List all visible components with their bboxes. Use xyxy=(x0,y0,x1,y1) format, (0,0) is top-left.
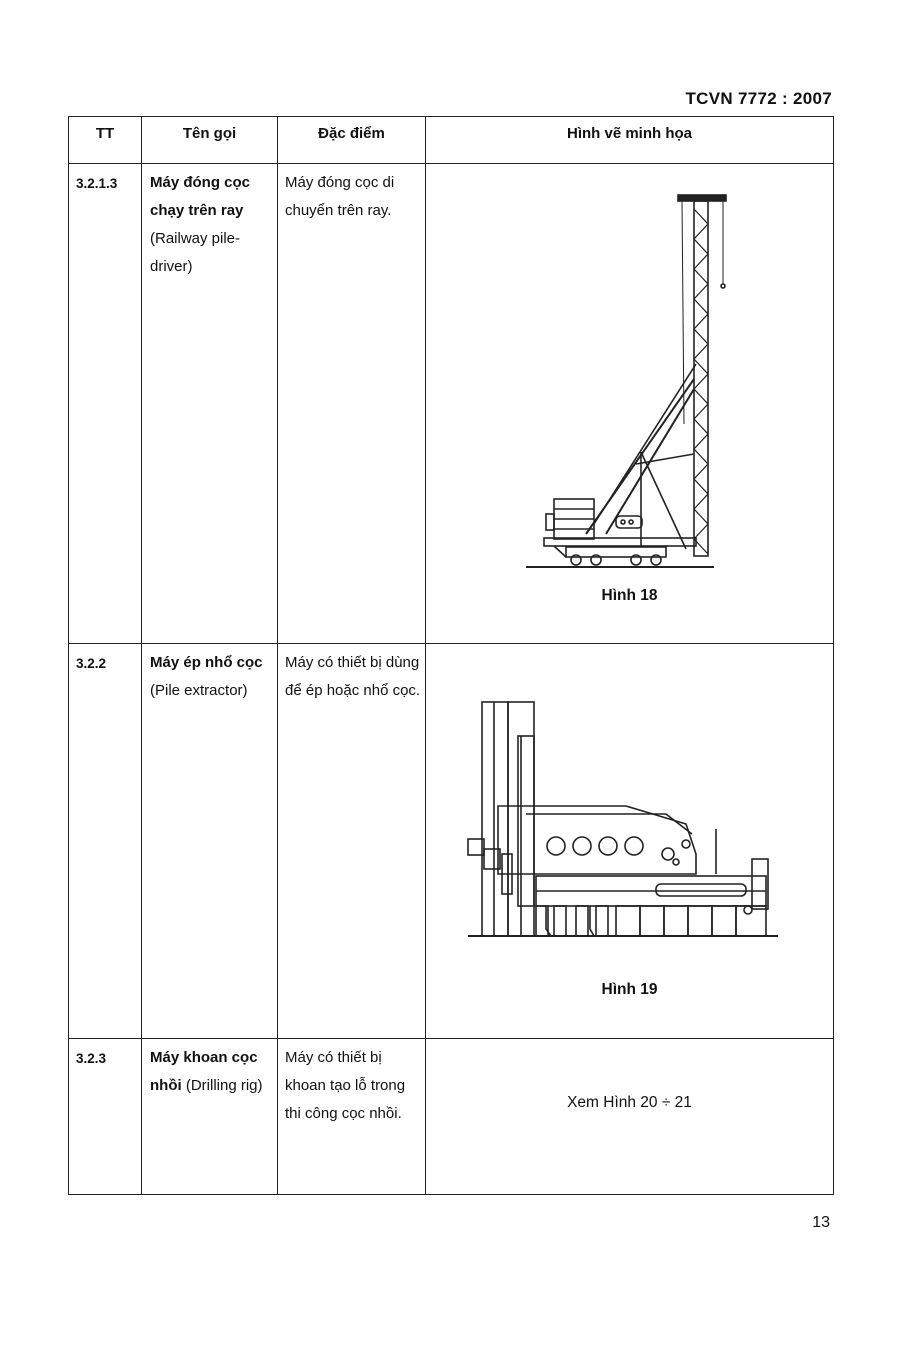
row-number: 3.2.1.3 xyxy=(69,164,142,644)
table-row xyxy=(69,164,834,644)
page-number: 13 xyxy=(812,1214,830,1231)
column-header-name: Tên gọi xyxy=(142,117,278,164)
table-row xyxy=(69,1039,834,1195)
railway-pile-driver-drawing xyxy=(426,164,830,643)
column-header-figure: Hình vẽ minh họa xyxy=(426,117,834,164)
column-header-feature: Đặc điểm xyxy=(278,117,426,164)
figure-caption: Hình 18 xyxy=(601,587,658,604)
figure-cell xyxy=(426,644,834,1039)
terminology-table xyxy=(68,116,834,1195)
table-header-row xyxy=(69,117,834,164)
column-header-tt: TT xyxy=(69,117,142,164)
figure-cell xyxy=(426,1039,834,1195)
row-number: 3.2.2 xyxy=(69,644,142,1039)
term-name xyxy=(142,164,278,644)
row-number: 3.2.3 xyxy=(69,1039,142,1195)
figure-cell xyxy=(426,164,834,644)
term-name-vi: Máy khoan cọc nhồi xyxy=(150,1049,258,1094)
pile-extractor-drawing xyxy=(426,644,830,1038)
figure-caption: Hình 19 xyxy=(601,981,658,998)
term-feature: Máy có thiết bị dùng để ép hoặc nhổ cọc. xyxy=(278,644,426,1039)
standard-code: TCVN 7772 : 2007 xyxy=(685,89,832,108)
table-row xyxy=(69,644,834,1039)
term-feature: Máy có thiết bị khoan tạo lỗ trong thi công cọc nhồi. xyxy=(278,1039,426,1195)
term-name-en: (Railway pile-driver) xyxy=(150,230,241,275)
term-name-vi: Máy đóng cọc chạy trên ray xyxy=(150,174,251,219)
term-name-en: (Drilling rig) xyxy=(185,1077,263,1094)
term-name xyxy=(142,1039,278,1195)
term-name xyxy=(142,644,278,1039)
figure-reference: Xem Hình 20 ÷ 21 xyxy=(567,1094,692,1111)
term-name-en: (Pile extractor) xyxy=(150,682,248,699)
term-name-vi: Máy ép nhổ cọc xyxy=(150,654,263,671)
term-feature: Máy đóng cọc di chuyển trên ray. xyxy=(278,164,426,644)
